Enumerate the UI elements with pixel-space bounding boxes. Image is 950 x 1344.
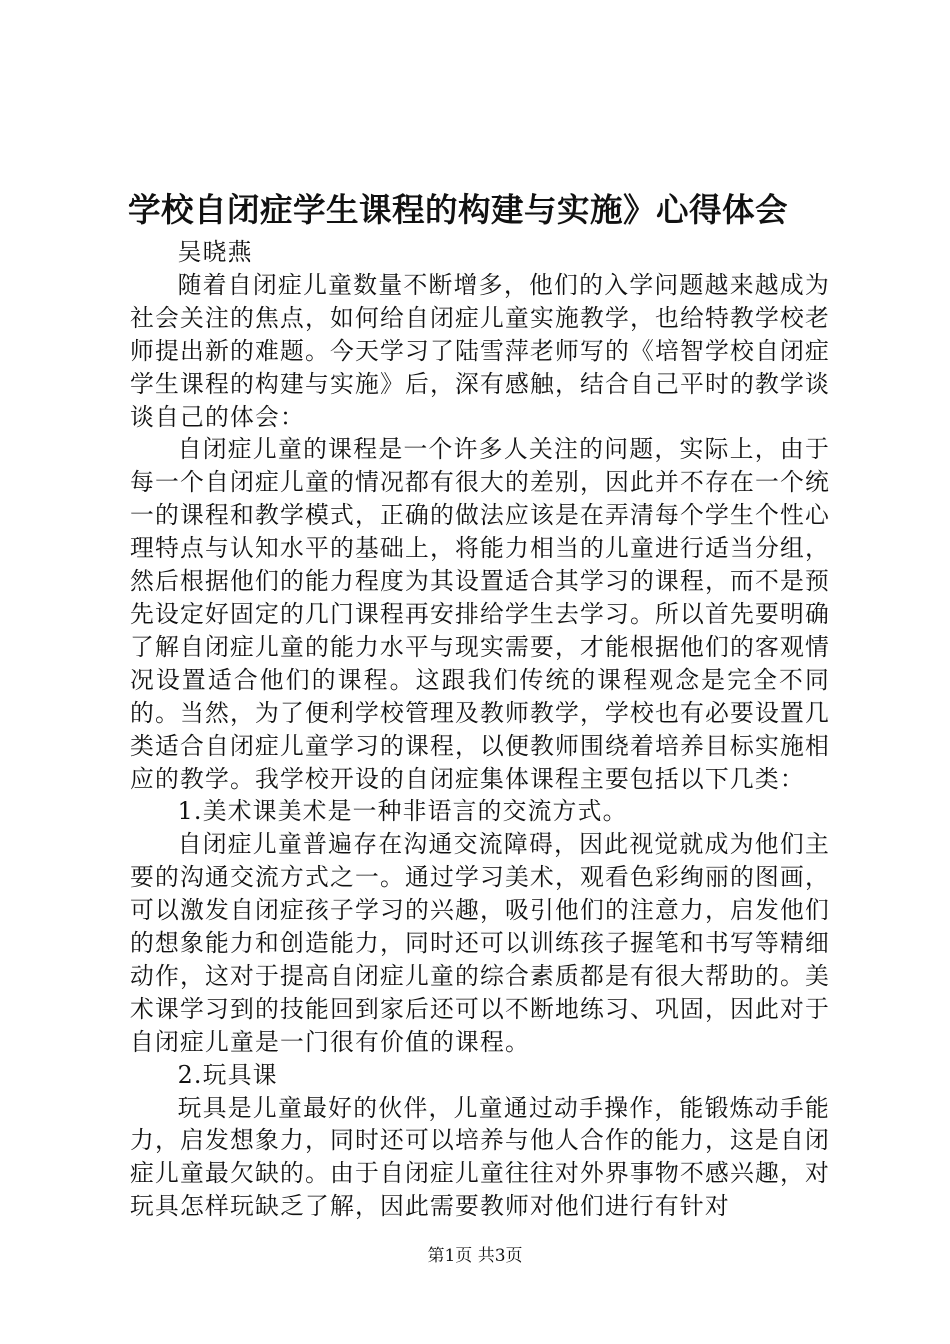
document-title: 学校自闭症学生课程的构建与实施》心得体会 bbox=[128, 191, 789, 229]
paragraph: 玩具是儿童最好的伙伴，儿童通过动手操作，能锻炼动手能力，启发想象力，同时还可以培养与他人合作的能力，这是自闭症儿童最欠缺的。由于自闭症儿童往往对外界事物不感兴趣，对玩具怎样玩缺乏了解，因此需要教师对他们进行有针对 bbox=[130, 1093, 830, 1221]
paragraph: 自闭症儿童的课程是一个许多人关注的问题，实际上，由于每一个自闭症儿童的情况都有很大的差别，因此并不存在一个统一的课程和教学模式，正确的做法应该是在弄清每个学生个性心理特点与认知水平的基础上，将能力相当的儿童进行适当分组，然后根据他们的能力程度为其设置适合其学习的课程，而不是预先设定好固定的几门课程再安排给学生去学习。所以首先要明确了解自闭症儿童的能力水平与现实需要，才能根据他们的客观情况设置适合他们的课程。这跟我们传统的课程观念是完全不同的。当然，为了便利学校管理及教师教学，学校也有必要设置几类适合自闭症儿童学习的课程，以便教师围绕着培养目标实施相应的教学。我学校开设的自闭症集体课程主要包括以下几类： bbox=[130, 435, 830, 793]
author-line: 吴晓燕 bbox=[177, 238, 253, 266]
section-heading: 1.美术课美术是一种非语言的交流方式。 bbox=[177, 797, 628, 826]
page-footer: 第1页 共3页 bbox=[427, 1246, 523, 1266]
section-heading: 2.玩具课 bbox=[177, 1060, 278, 1089]
paragraph: 随着自闭症儿童数量不断增多，他们的入学问题越来越成为社会关注的焦点，如何给自闭症儿童实施教学，也给特教学校老师提出新的难题。今天学习了陆雪萍老师写的《培智学校自闭症学生课程的构建与实施》后，深有感触，结合自己平时的教学谈谈自己的体会： bbox=[130, 270, 830, 431]
document-body bbox=[130, 236, 830, 1223]
paragraph: 自闭症儿童普遍存在沟通交流障碍，因此视觉就成为他们主要的沟通交流方式之一。通过学习美术，观看色彩绚丽的图画，可以激发自闭症孩子学习的兴趣，吸引他们的注意力，启发他们的想象能力和创造能力，同时还可以训练孩子握笔和书写等精细动作，这对于提高自闭症儿童的综合素质都是有很大帮助的。美术课学习到的技能回到家后还可以不断地练习、巩固，因此对于自闭症儿童是一门很有价值的课程。 bbox=[130, 830, 830, 1056]
